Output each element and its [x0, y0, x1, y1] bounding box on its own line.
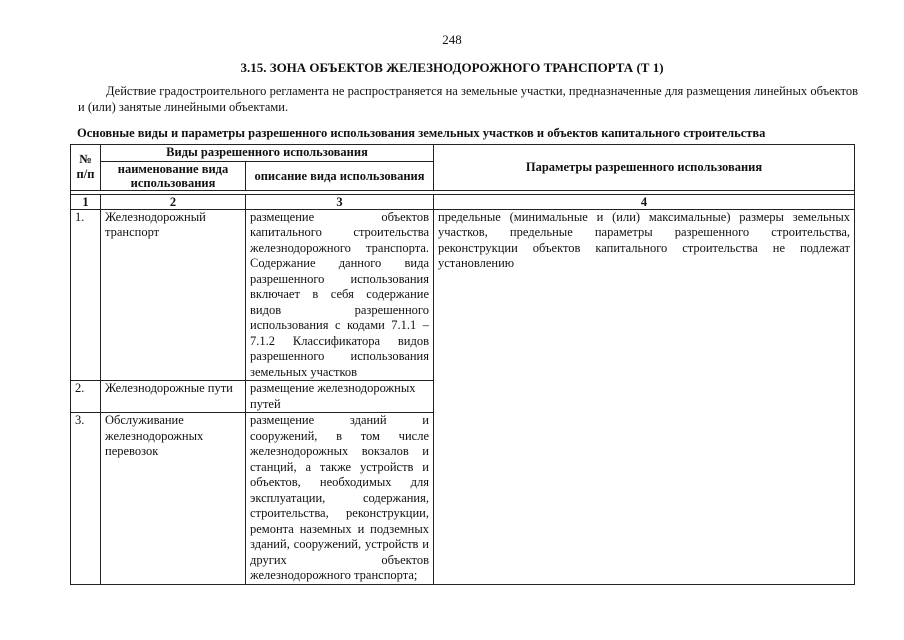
row-description: размещение объектов капитального строительства железнодорожного транспорта. Содержание данного вида разрешенного использования включает в себя содержание видов разрешенного использования с кодами 7.1.1 – 7.1.2 Классификатора видов разрешенного использования земельных участков	[246, 209, 434, 381]
column-number: 4	[434, 194, 855, 209]
row-description: размещение железнодорожных путей	[246, 381, 434, 413]
row-number: 2.	[71, 381, 101, 413]
land-use-table	[70, 144, 855, 585]
row-description: размещение зданий и сооружений, в том числе железнодорожных вокзалов и станций, а также устройств и объектов, необходимых для эксплуатации, содержания, строительства, реконструкции, ремонта наземных и подземных зданий, сооружений, устройств и других объектов железнодорожного транспорта;	[246, 413, 434, 585]
header-description: описание вида использования	[246, 161, 434, 190]
column-number: 2	[101, 194, 246, 209]
header-params: Параметры разрешенного использования	[434, 145, 855, 191]
header-num: № п/п	[71, 145, 101, 191]
header-types-group: Виды разрешенного использования	[101, 145, 434, 162]
header-row-1	[71, 145, 855, 162]
column-number: 3	[246, 194, 434, 209]
column-numbers-row	[71, 194, 855, 209]
column-number: 1	[71, 194, 101, 209]
params-value: предельные (минимальные и (или) максимальные) размеры земельных участков, предельные параметры разрешенного строительства, реконструкции объектов капитального строительства не подлежат установлению	[434, 209, 855, 584]
row-number: 1.	[71, 209, 101, 381]
table-row	[71, 209, 855, 381]
row-name: Железнодорожный транспорт	[101, 209, 246, 381]
row-name: Железнодорожные пути	[101, 381, 246, 413]
header-name: наименование вида использования	[101, 161, 246, 190]
page-number: 248	[442, 32, 462, 47]
row-name: Обслуживание железнодорожных перевозок	[101, 413, 246, 585]
row-number: 3.	[71, 413, 101, 585]
intro-paragraph: Действие градостроительного регламента не распространяется на земельные участки, предназначенные для размещения линейных объектов и (или) занятые линейными объектами.	[78, 84, 858, 114]
section-title: 3.15. ЗОНА ОБЪЕКТОВ ЖЕЛЕЗНОДОРОЖНОГО ТРАНСПОРТА (Т 1)	[240, 60, 664, 75]
table-title: Основные виды и параметры разрешенного использования земельных участков и объектов капитального строительства	[77, 126, 766, 140]
